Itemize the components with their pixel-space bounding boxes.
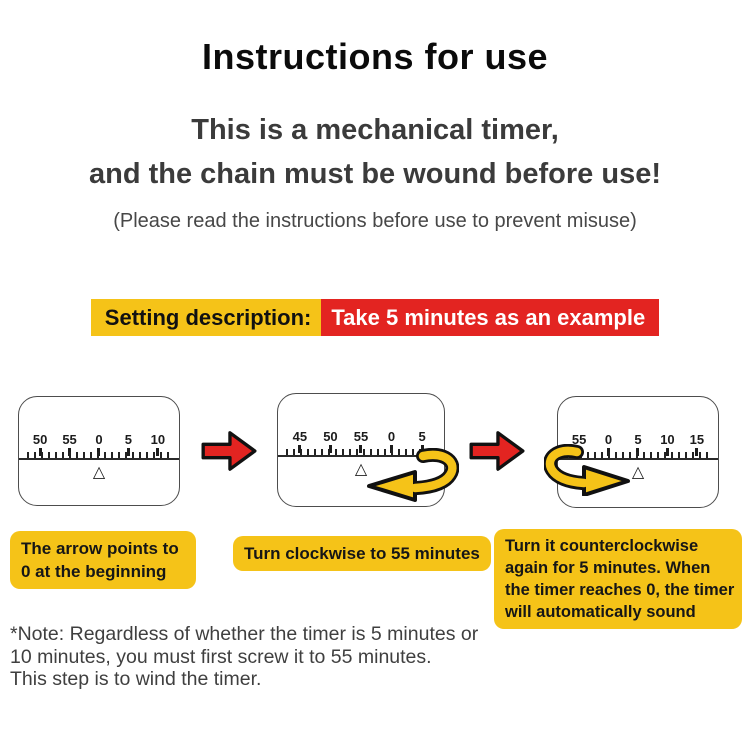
dial-number: 50 bbox=[315, 429, 346, 453]
caption-line: will automatically sound bbox=[505, 603, 696, 621]
subtitle bbox=[0, 108, 750, 196]
dial-number: 55 bbox=[346, 429, 377, 453]
page-title: Instructions for use bbox=[201, 36, 549, 77]
dial-number: 55 bbox=[55, 432, 84, 456]
footnote bbox=[10, 623, 478, 691]
dial-number: 55 bbox=[564, 432, 593, 456]
dial-number: 50 bbox=[25, 432, 54, 456]
dial-number: 0 bbox=[376, 429, 407, 453]
rotate-left-arrow-icon bbox=[357, 448, 459, 502]
step-caption-1 bbox=[10, 531, 196, 589]
caption-line: the timer reaches 0, the timer bbox=[505, 581, 735, 599]
dial-number: 45 bbox=[285, 429, 316, 453]
timer-dial-step-1 bbox=[18, 396, 180, 506]
caption-line: The arrow points to bbox=[21, 539, 179, 558]
step-caption-3 bbox=[494, 529, 742, 629]
caption-line: Turn clockwise to 55 minutes bbox=[244, 544, 480, 563]
dial-number: 0 bbox=[84, 432, 113, 456]
caption-line: 0 at the beginning bbox=[21, 562, 167, 581]
subtitle-line: and the chain must be wound before use! bbox=[89, 158, 661, 190]
step-caption-2 bbox=[233, 536, 491, 571]
setting-banner bbox=[0, 299, 750, 336]
caption-line: again for 5 minutes. When bbox=[505, 559, 711, 577]
example-highlight: Take 5 minutes as an example bbox=[321, 299, 659, 336]
dial-pointer-triangle-icon: △ bbox=[92, 464, 106, 481]
caption-line: Turn it counterclockwise bbox=[505, 537, 699, 555]
subtitle-line: This is a mechanical timer, bbox=[191, 114, 559, 146]
rotate-right-arrow-icon bbox=[544, 444, 634, 496]
dial-number: 5 bbox=[623, 432, 652, 456]
setting-label: Setting description: bbox=[91, 299, 322, 336]
next-step-arrow-icon bbox=[468, 429, 526, 473]
dial-pointer-triangle-icon: △ bbox=[631, 464, 645, 481]
dial-number: 5 bbox=[407, 429, 438, 453]
dial-number: 15 bbox=[682, 432, 711, 456]
footnote-line: This step is to wind the timer. bbox=[10, 668, 262, 690]
dial-baseline bbox=[19, 458, 179, 460]
footnote-line: *Note: Regardless of whether the timer is 5 minutes or bbox=[10, 623, 479, 645]
next-step-arrow-icon bbox=[200, 429, 258, 473]
usage-note: (Please read the instructions before use to prevent misuse) bbox=[113, 210, 637, 232]
dial-number: 0 bbox=[594, 432, 623, 456]
dial-pointer-triangle-icon: △ bbox=[354, 461, 368, 478]
dial-number: 5 bbox=[114, 432, 143, 456]
footnote-line: 10 minutes, you must first screw it to 55 minutes. bbox=[10, 645, 432, 668]
dial-number: 10 bbox=[143, 432, 172, 456]
dial-number: 10 bbox=[653, 432, 682, 456]
